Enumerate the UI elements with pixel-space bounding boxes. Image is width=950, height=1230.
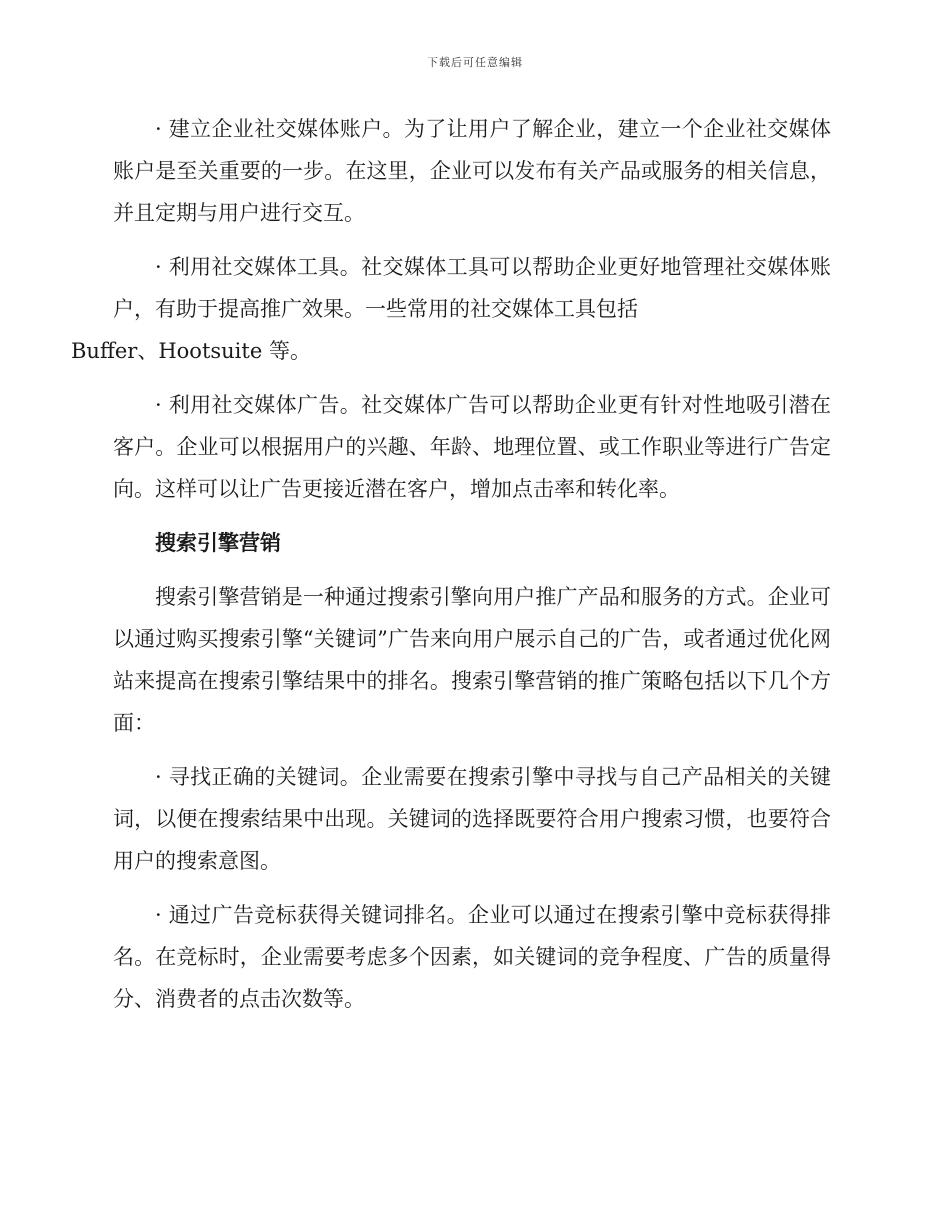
paragraph-social-tools-text: · 利用社交媒体工具。社交媒体工具可以帮助企业更好地管理社交媒体账户，有助于提高推广效果。一些常用的社交媒体工具包括 [113, 255, 831, 321]
paragraph-social-tools-examples: Buffer、Hootsuite 等。 [71, 339, 311, 363]
paragraph-social-account: · 建立企业社交媒体账户。为了让用户了解企业，建立一个企业社交媒体账户是至关重要的一步。在这里，企业可以发布有关产品或服务的相关信息，并且定期与用户进行交互。 [113, 117, 831, 225]
paragraph-social-ads: · 利用社交媒体广告。社交媒体广告可以帮助企业更有针对性地吸引潜在客户。企业可以根据用户的兴趣、年龄、地理位置、或工作职业等进行广告定向。这样可以让广告更接近潜在客户，增加点击率和转化率。 [113, 393, 831, 501]
paragraph-keywords: · 寻找正确的关键词。企业需要在搜索引擎中寻找与自己产品相关的关键词，以便在搜索结果中出现。关键词的选择既要符合用户搜索习惯，也要符合用户的搜索意图。 [113, 765, 831, 873]
page-header: 下载后可任意编辑 [427, 56, 523, 69]
paragraph-sem-intro: 搜索引擎营销是一种通过搜索引擎向用户推广产品和服务的方式。企业可以通过购买搜索引擎“关键词”广告来向用户展示自己的广告，或者通过优化网站来提高在搜索引擎结果中的排名。搜索引擎营销的推广策略包括以下几个方面： [113, 585, 831, 735]
document-body [71, 108, 831, 1020]
paragraph-bidding: · 通过广告竞标获得关键词排名。企业可以通过在搜索引擎中竞标获得排名。在竞标时，企业需要考虑多个因素，如关键词的竞争程度、广告的质量得分、消费者的点击次数等。 [113, 903, 831, 1011]
paragraph-social-tools [71, 246, 831, 372]
section-heading-sem: 搜索引擎营销 [155, 531, 281, 555]
